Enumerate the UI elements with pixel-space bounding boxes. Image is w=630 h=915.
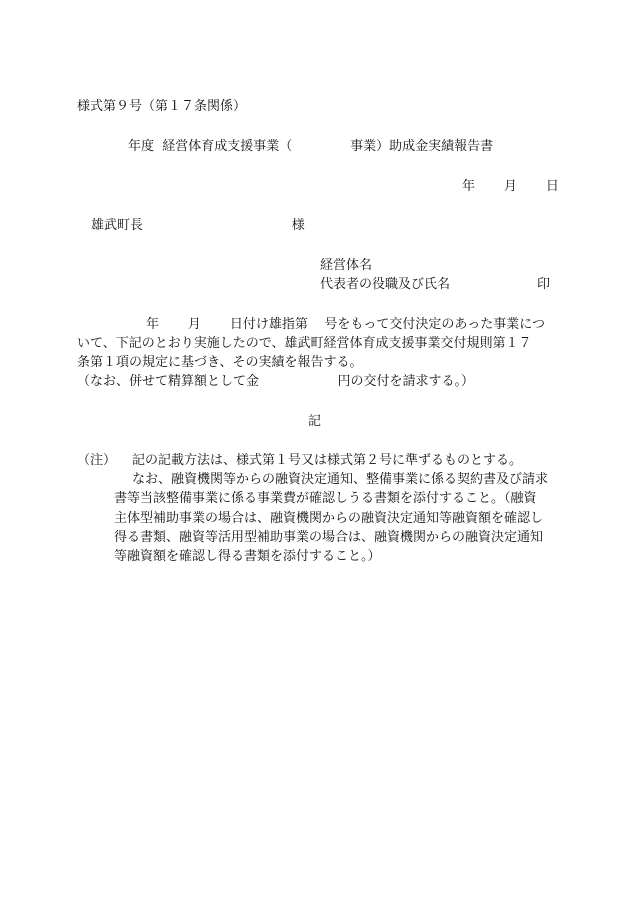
organization-name-label: 経営体名 — [320, 258, 373, 273]
representative-label: 代表者の役職及び氏名 — [320, 277, 451, 292]
report-title: 年度 経営体育成支援事業（ 事業）助成金実績報告書 — [128, 139, 494, 154]
ki-heading: 記 — [308, 414, 322, 429]
note-label: （注） — [77, 453, 117, 468]
note-line-6: 等融資額を確認し得る書類を添付すること。） — [114, 549, 381, 564]
seal-mark: 印 — [537, 277, 551, 292]
body-text-line-4: （なお、併せて精算額として金 円の交付を請求する。） — [77, 374, 475, 389]
note-line-5: 得る書類、融資等活用型補助事業の場合は、融資機関からの融資決定通知 — [114, 530, 544, 545]
note-line-3: 書等当該整備事業に係る事業費が確認しうる書類を添付すること。（融資 — [114, 491, 537, 506]
form-number-label: 様式第９号（第１７条関係） — [77, 99, 247, 114]
note-line-4: 主体型補助事業の場合は、融資機関からの融資決定通知等融資額を確認し — [114, 511, 544, 526]
date-line: 年 月 日 — [462, 179, 559, 194]
note-line-1: 記の記載方法は、様式第１号又は様式第２号に準ずるものとする。 — [132, 453, 523, 468]
note-line-2: なお、融資機関等からの融資決定通知、整備事業に係る契約書及び請求 — [132, 472, 549, 487]
addressee: 雄武町長 様 — [91, 218, 305, 233]
body-text-line-2: いて、下記のとおり実施したので、雄武町経営体育成支援事業交付規則第１７ — [77, 336, 532, 351]
body-text-line-3: 条第１項の規定に基づき、その実績を報告する。 — [77, 355, 363, 370]
body-text-line-1: 年 月 日付け雄指第 号をもって交付決定のあった事業につ — [146, 317, 545, 332]
